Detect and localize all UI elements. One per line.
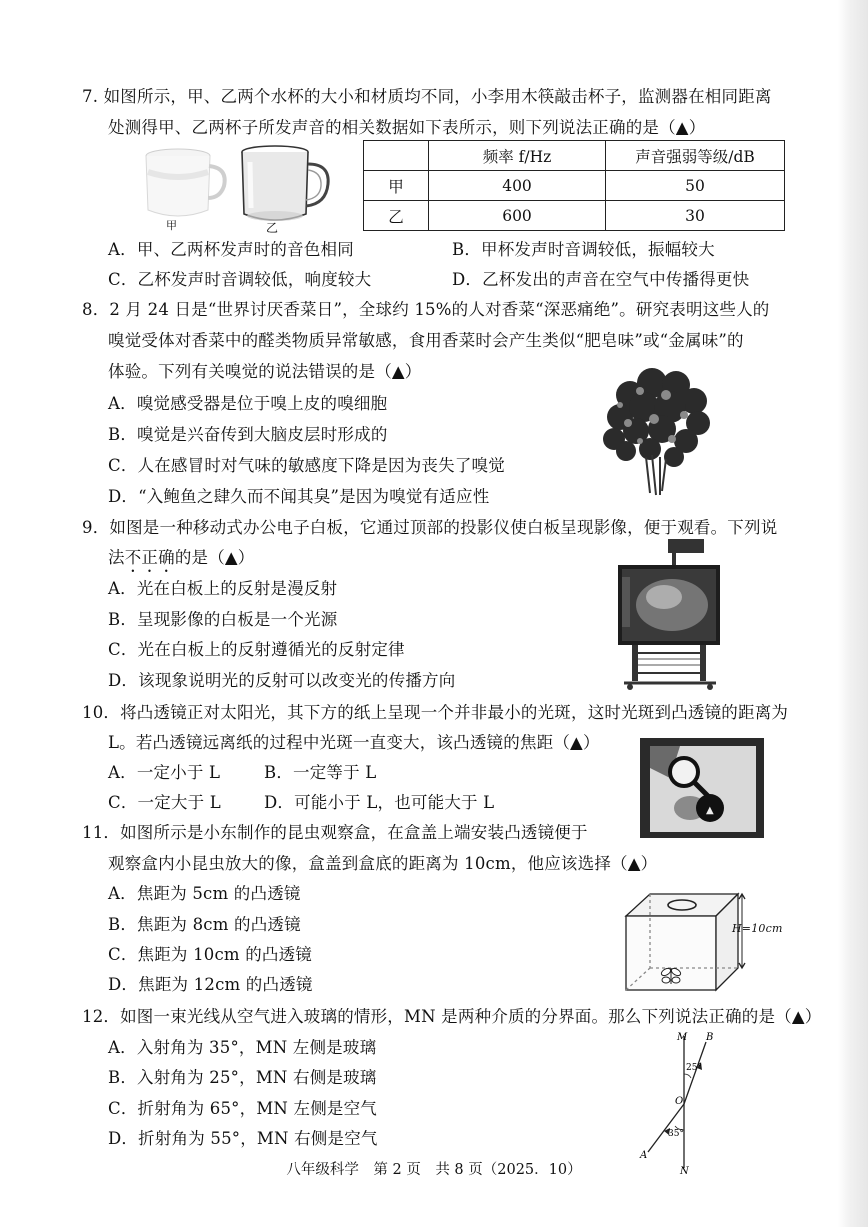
cup-yi-image xyxy=(242,146,328,221)
table-header-cell xyxy=(364,141,429,171)
q8-option-c: C．人在感冒时对气味的敏感度下降是因为丧失了嗅觉 xyxy=(108,456,505,475)
q7-option-d: D．乙杯发出的声音在空气中传播得更快 xyxy=(452,270,750,289)
q7-data-table xyxy=(363,140,785,231)
q9-stem-line1: 9．如图是一种移动式办公电子白板，它通过顶部的投影仪使白板呈现影像，便于观看。下列说 xyxy=(82,518,778,537)
q7-option-a: A．甲、乙两杯发声时的音色相同 xyxy=(108,240,354,259)
q9-stem-prefix: 法 xyxy=(108,548,125,567)
box-height-label: H=10cm xyxy=(732,922,783,935)
label-b: B xyxy=(706,1032,714,1043)
cup-label-yi: 乙 xyxy=(266,221,279,235)
q11-option-a: A．焦距为 5cm 的凸透镜 xyxy=(108,884,301,903)
svg-text:▲: ▲ xyxy=(706,805,714,816)
q12-option-c: C．折射角为 65°，MN 左侧是空气 xyxy=(108,1099,377,1118)
refraction-diagram xyxy=(634,1028,724,1176)
whiteboard-image xyxy=(612,537,728,692)
q9-option-c: C．光在白板上的反射遵循光的反射定律 xyxy=(108,640,405,659)
q7-stem-line1: 7. 如图所示，甲、乙两个水杯的大小和材质均不同，小李用木筷敲击杯子，监测器在相同距离 xyxy=(82,87,772,106)
q10-option-c: C．一定大于 L xyxy=(108,793,221,812)
q12-stem-line1: 12．如图一束光线从空气进入玻璃的情形，MN 是两种介质的分界面。那么下列说法正确的是（▲） xyxy=(82,1007,822,1026)
page-footer: 八年级科学 第 2 页 共 8 页（2025．10） xyxy=(286,1162,582,1178)
q11-option-b: B．焦距为 8cm 的凸透镜 xyxy=(108,915,301,934)
angle-25: 25° xyxy=(686,1063,702,1073)
label-n: N xyxy=(680,1166,689,1176)
q11-option-c: C．焦距为 10cm 的凸透镜 xyxy=(108,945,312,964)
table-cell: 400 xyxy=(429,171,606,201)
q9-stem-line2 xyxy=(108,547,255,576)
q10-option-a: A．一定小于 L xyxy=(108,763,221,782)
label-m: M xyxy=(677,1032,688,1043)
cup-jia-image xyxy=(146,149,225,216)
q8-stem-line3: 体验。下列有关嗅觉的说法错误的是（▲） xyxy=(108,362,422,381)
q7-option-c: C．乙杯发声时音调较低，响度较大 xyxy=(108,270,372,289)
table-cell: 600 xyxy=(429,201,606,231)
incident-ray xyxy=(648,1104,684,1152)
table-cell: 50 xyxy=(606,171,785,201)
insect-box-diagram xyxy=(620,888,770,996)
magnifier-photo xyxy=(640,738,764,838)
q8-option-b: B．嗅觉是兴奋传到大脑皮层时形成的 xyxy=(108,425,388,444)
table-cell: 乙 xyxy=(364,201,429,231)
q11-stem-line1: 11．如图所示是小东制作的昆虫观察盒，在盒盖上端安装凸透镜便于 xyxy=(82,823,588,842)
q9-stem-emphasis: 不正确 xyxy=(124,548,175,567)
q10-stem-line1: 10．将凸透镜正对太阳光，其下方的纸上呈现一个并非最小的光斑，这时光斑到凸透镜的距离为 xyxy=(82,703,789,722)
refracted-ray xyxy=(684,1042,706,1104)
q10-option-d: D．可能小于 L，也可能大于 L xyxy=(264,793,495,812)
q12-option-d: D．折射角为 55°，MN 右侧是空气 xyxy=(108,1129,378,1148)
cilantro-image xyxy=(600,365,720,500)
q12-option-a: A．入射角为 35°，MN 左侧是玻璃 xyxy=(108,1038,377,1057)
q7-option-b: B．甲杯发声时音调较低，振幅较大 xyxy=(452,240,715,259)
q9-option-b: B．呈现影像的白板是一个光源 xyxy=(108,610,338,629)
table-header-row xyxy=(364,141,785,171)
q9-option-d: D．该现象说明光的反射可以改变光的传播方向 xyxy=(108,671,456,690)
label-a: A xyxy=(640,1150,648,1161)
cup-label-jia: 甲 xyxy=(166,219,178,232)
q8-option-d: D．“入鲍鱼之肆久而不闻其臭”是因为嗅觉有适应性 xyxy=(108,487,490,506)
q10-stem-line2: L。若凸透镜远离纸的过程中光斑一直变大，该凸透镜的焦距（▲） xyxy=(108,733,600,752)
q11-option-d: D．焦距为 12cm 的凸透镜 xyxy=(108,975,313,994)
table-row xyxy=(364,201,785,231)
label-o: O xyxy=(675,1096,684,1107)
page-edge-shadow xyxy=(838,0,868,1227)
q8-stem-line2: 嗅觉受体对香菜中的醛类物质异常敏感，食用香菜时会产生类似“肥皂味”或“金属味”的 xyxy=(108,331,744,350)
table-header-cell: 频率 f/Hz xyxy=(429,141,606,171)
table-row xyxy=(364,171,785,201)
table-header-cell: 声音强弱等级/dB xyxy=(606,141,785,171)
q9-stem-suffix: 的是（▲） xyxy=(174,548,255,567)
q12-option-b: B．入射角为 25°，MN 右侧是玻璃 xyxy=(108,1068,377,1087)
table-cell: 30 xyxy=(606,201,785,231)
table-cell: 甲 xyxy=(364,171,429,201)
q8-stem-line1: 8．2 月 24 日是“世界讨厌香菜日”，全球约 15%的人对香菜“深恶痛绝”。研究表明这些人的 xyxy=(82,300,770,319)
q10-option-b: B．一定等于 L xyxy=(264,763,377,782)
q8-option-a: A．嗅觉感受器是位于嗅上皮的嗅细胞 xyxy=(108,394,388,413)
q11-stem-line2: 观察盒内小昆虫放大的像，盒盖到盒底的距离为 10cm，他应该选择（▲） xyxy=(108,854,658,873)
angle-35: 35° xyxy=(668,1129,684,1139)
q9-option-a: A．光在白板上的反射是漫反射 xyxy=(108,579,338,598)
q7-stem-line2: 处测得甲、乙两杯子所发声音的相关数据如下表所示，则下列说法正确的是（▲） xyxy=(108,118,706,137)
